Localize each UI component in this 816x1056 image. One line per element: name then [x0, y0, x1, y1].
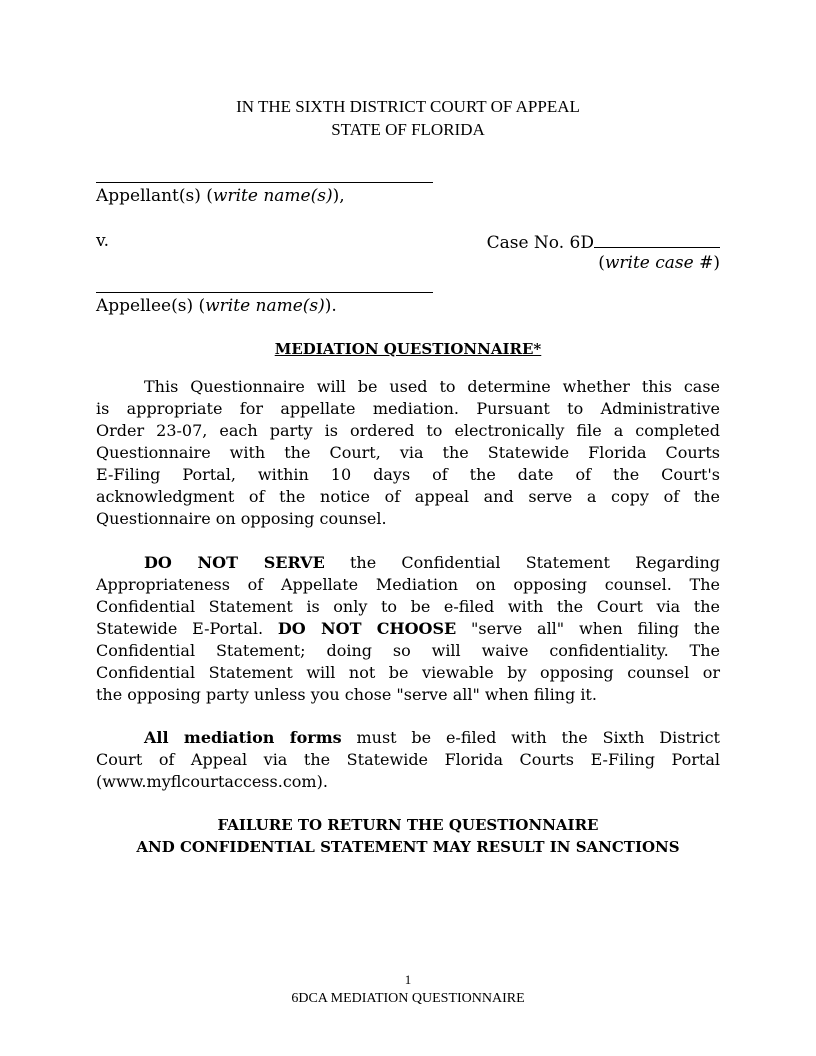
- sanctions-warning-line-2: AND CONFIDENTIAL STATEMENT MAY RESULT IN SANCTIONS: [136, 838, 680, 856]
- appellee-label: Appellee(s) (write name(s)).: [96, 296, 337, 316]
- do-not-serve-emphasis: DO NOT SERVE: [144, 553, 325, 572]
- court-state: STATE OF FLORIDA: [331, 120, 485, 139]
- instructions-paragraph: This Questionnaire will be used to determine whether this case is appropriate for appellate mediation. Pursuant to Administrative Order 23-07, each party is ordered to electronically file a completed Questionnaire with the Court, via the Statewide Florida Courts E-Filing Portal, within 10 days of the date of the Court's acknowledgment of the notice of appeal and serve a copy of the Questionnaire on opposing counsel.: [96, 377, 720, 528]
- case-number: Case No. 6D: [487, 231, 720, 253]
- do-not-choose-emphasis: DO NOT CHOOSE: [277, 619, 457, 638]
- case-number-hint: (write case #): [598, 253, 720, 273]
- versus-label: v.: [96, 231, 109, 251]
- appellee-name-line: [96, 292, 433, 293]
- appellant-label: Appellant(s) (write name(s)),: [96, 186, 345, 206]
- appellant-hint: write name(s): [212, 186, 333, 206]
- page-number: 1: [404, 972, 412, 987]
- confidential-statement-paragraph: DO NOT SERVE the Confidential Statement Regarding Appropriateness of Appellate Mediation on opposing counsel. The Confidential Statement is only to be e-filed with the Court via the Statewide E-Portal. DO NOT CHOOSE "serve all" when filing the Confidential Statement; doing so will waive confidentiality. The Confidential Statement will not be viewable by opposing counsel or the opposing party unless you chose "serve all" when filing it.: [96, 553, 720, 704]
- appellee-hint: write name(s): [205, 296, 325, 316]
- filing-paragraph: All mediation forms must be e-filed with the Sixth District Court of Appeal via the Statewide Florida Courts E-Filing Portal (www.myflcourtaccess.com).: [96, 728, 720, 791]
- footer-form-name: 6DCA MEDIATION QUESTIONNAIRE: [291, 991, 525, 1006]
- court-name: IN THE SIXTH DISTRICT COURT OF APPEAL: [236, 97, 580, 116]
- document-title: MEDIATION QUESTIONNAIRE*: [274, 340, 542, 358]
- appellant-name-line: [96, 182, 433, 183]
- portal-url: (www.myflcourtaccess.com).: [96, 772, 328, 791]
- mediation-forms-emphasis: All mediation forms: [144, 728, 342, 747]
- case-number-blank: [594, 231, 720, 248]
- sanctions-warning-line-1: FAILURE TO RETURN THE QUESTIONNAIRE: [217, 816, 599, 834]
